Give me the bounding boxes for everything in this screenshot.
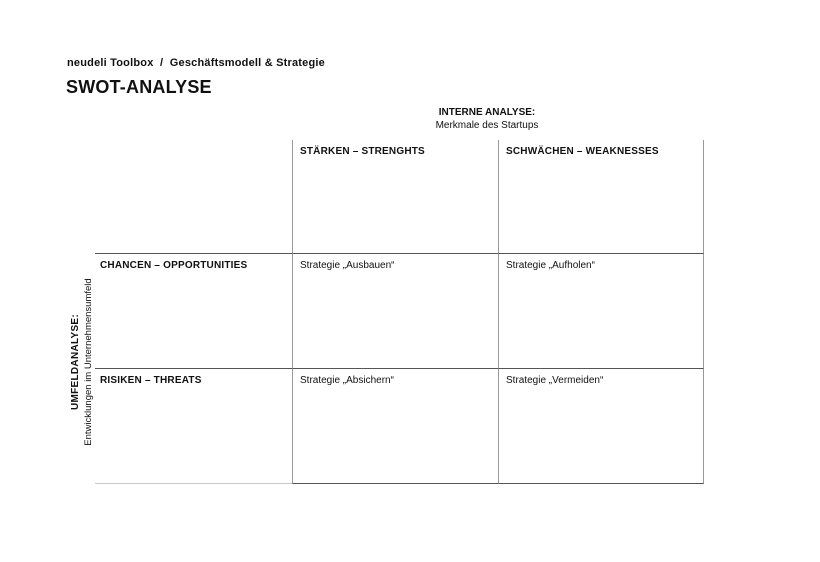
cell-strategy-aufholen: Strategie „Aufholen“ (498, 253, 704, 368)
cell-strategy-ausbauen: Strategie „Ausbauen“ (292, 253, 498, 368)
matrix-corner-cell (95, 140, 292, 253)
row-header-opportunities: CHANCEN – OPPORTUNITIES (95, 253, 292, 368)
breadcrumb: neudeli Toolbox / Geschäftsmodell & Strategie (67, 57, 325, 69)
external-analysis-axis-label (69, 272, 95, 452)
row-header-threats: RISIKEN – THREATS (95, 368, 292, 484)
external-analysis-title: UMFELDANALYSE: (70, 313, 81, 411)
internal-analysis-axis-label (377, 106, 597, 132)
external-analysis-subtitle: Entwicklungen im Unternehmensumfeld (83, 278, 94, 446)
cell-strategy-absichern: Strategie „Absichern“ (292, 368, 498, 484)
swot-matrix (95, 140, 704, 484)
column-header-weaknesses: SCHWÄCHEN – WEAKNESSES (498, 140, 704, 253)
column-header-strengths: STÄRKEN – STRENGHTS (292, 140, 498, 253)
internal-analysis-subtitle: Merkmale des Startups (435, 120, 539, 131)
cell-strategy-vermeiden: Strategie „Vermeiden“ (498, 368, 704, 484)
internal-analysis-title: INTERNE ANALYSE: (438, 107, 536, 118)
page-title: SWOT-ANALYSE (66, 77, 212, 97)
